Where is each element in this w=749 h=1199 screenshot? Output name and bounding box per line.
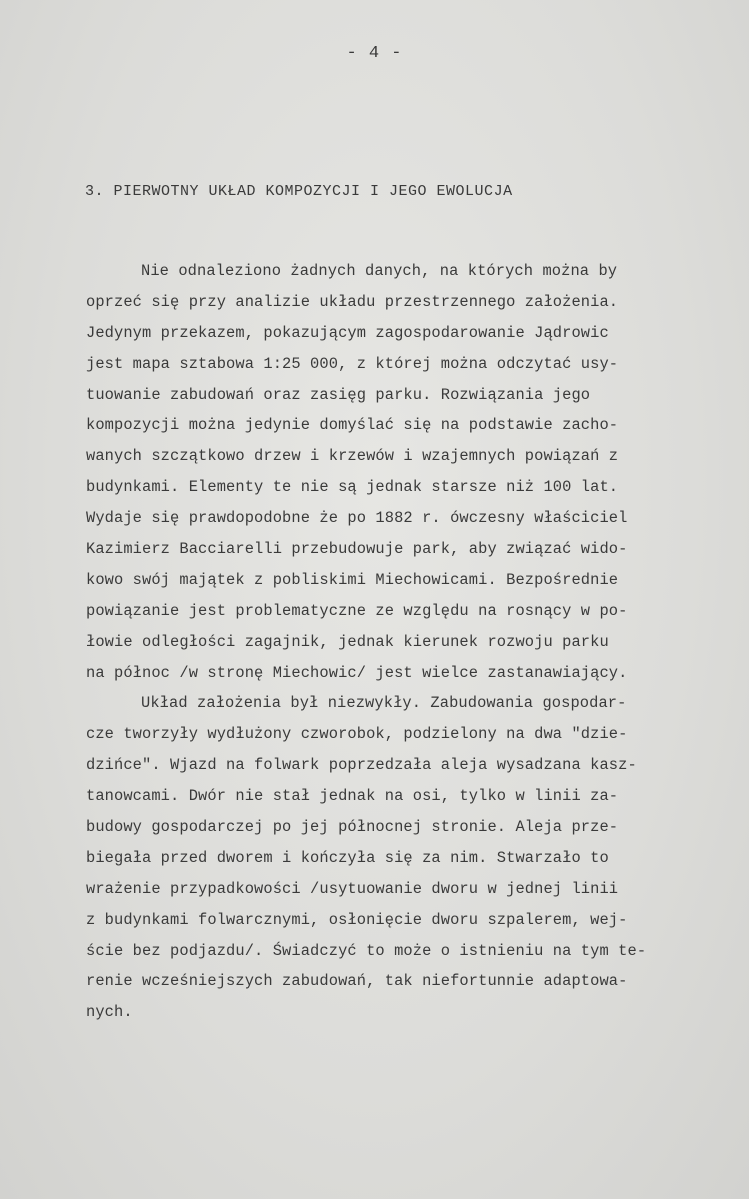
text-line: renie wcześniejszych zabudowań, tak niefortunnie adaptowa- [86,972,628,991]
text-line: cze tworzyły wydłużony czworobok, podzielony na dwa "dzie- [86,725,628,744]
text-line: Nie odnaleziono żadnych danych, na których można by [141,262,618,280]
page-number: - 4 - [346,44,403,63]
text-line: nych. [86,1003,133,1022]
text-line: z budynkami folwarcznymi, osłonięcie dworu szpalerem, wej- [86,910,628,929]
text-line: budowy gospodarczej po jej północnej stronie. Aleja prze- [86,818,619,837]
text-line: powiązanie jest problematyczne ze względu na rosnący w po- [86,601,628,620]
text-line: Wydaje się prawdopodobne że po 1882 r. ówczesny właściciel [86,509,628,528]
text-line: ście bez podjazdu/. Świadczyć to może o istnieniu na tym te- [86,941,647,960]
text-line: dzińce". Wjazd na folwark poprzedzała aleja wysadzana kasz- [86,756,637,775]
text-line: tanowcami. Dwór nie stał jednak na osi, tylko w linii za- [86,787,619,806]
text-line: Układ założenia był niezwykły. Zabudowania gospodar- [141,694,627,713]
text-line: kompozycji można jedynie domyślać się na podstawie zacho- [86,416,619,435]
text-line: budynkami. Elementy te nie są jednak starsze niż 100 lat. [86,478,619,497]
text-line: łowie odległości zagajnik, jednak kierunek rozwoju parku [86,632,609,651]
text-line: na północ /w stronę Miechowic/ jest wielce zastanawiający. [86,663,628,682]
section-heading: 3. PIERWOTNY UKŁAD KOMPOZYCJI I JEGO EWOLUCJA [85,183,513,200]
text-line: tuowanie zabudowań oraz zasięg parku. Rozwiązania jego [86,385,591,404]
text-line: kowo swój majątek z pobliskimi Miechowicami. Bezpośrednie [86,570,619,589]
text-line: Jedynym przekazem, pokazującym zagospodarowanie Jądrowic [86,323,609,342]
text-line: wanych szczątkowo drzew i krzewów i wzajemnych powiązań z [86,447,619,466]
text-line: jest mapa sztabowa 1:25 000, z której można odczytać usy- [86,354,619,373]
text-line: wrażenie przypadkowości /usytuowanie dworu w jednej linii [86,879,619,898]
text-line: biegała przed dworem i kończyła się za nim. Stwarzało to [86,848,609,867]
body-text [86,256,706,1028]
text-line: oprzeć się przy analizie układu przestrzennego założenia. [86,292,619,311]
text-line: Kazimierz Bacciarelli przebudowuje park, aby związać wido- [86,540,628,559]
